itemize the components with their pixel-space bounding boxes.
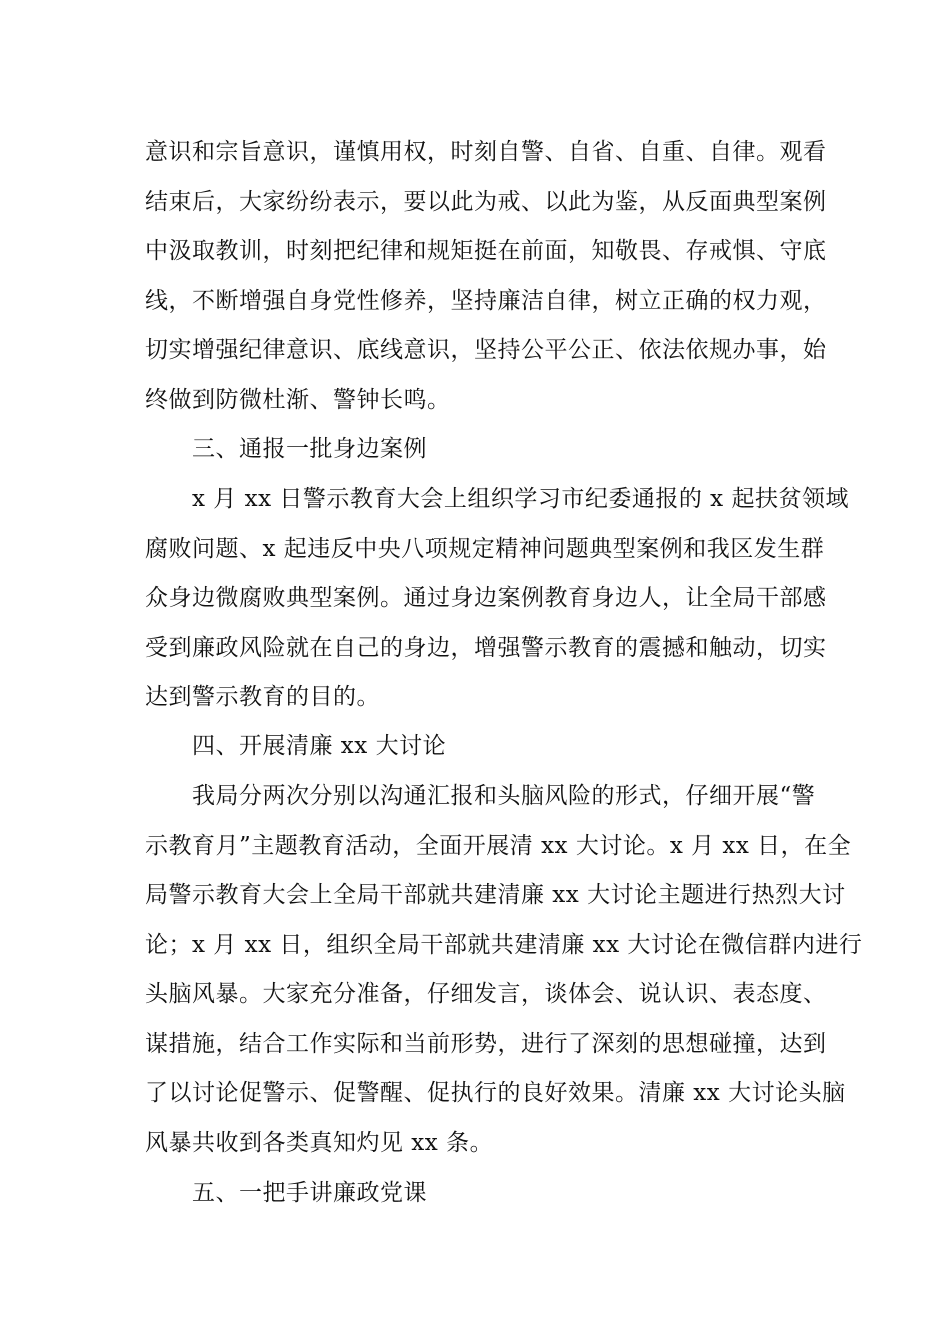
text-line: 局警示教育大会上全局干部就共建清廉 xx 大讨论主题进行热烈大讨 <box>145 882 846 908</box>
paragraph-discussion <box>145 772 863 1168</box>
text-line: 切实增强纪律意识、底线意识，坚持公平公正、依法依规办事，始 <box>145 337 827 363</box>
text-line: 达到警示教育的目的。 <box>145 684 380 710</box>
paragraph-cases <box>145 475 849 723</box>
text-line: 风暴共收到各类真知灼见 xx 条。 <box>145 1129 494 1156</box>
text-line: 意识和宗旨意识，谨慎用权，时刻自警、自省、自重、自律。观看 <box>145 139 827 165</box>
text-line: 线，不断增强自身党性修养，坚持廉洁自律，树立正确的权力观， <box>145 287 827 314</box>
text-line: 终做到防微杜渐、警钟长鸣。 <box>145 386 451 413</box>
section-heading-3 <box>145 425 810 475</box>
text-line: 我局分两次分别以沟通汇报和头脑风险的形式，仔细开展“警 <box>192 783 816 809</box>
section-heading-5 <box>145 1169 810 1219</box>
text-line: 腐败问题、x 起违反中央八项规定精神问题典型案例和我区发生群 <box>145 535 825 562</box>
text-line: 了以讨论促警示、促警醒、促执行的良好效果。清廉 xx 大讨论头脑 <box>145 1080 846 1106</box>
text-line: x 月 xx 日警示教育大会上组织学习市纪委通报的 x 起扶贫领域 <box>192 486 849 512</box>
paragraph-continuation <box>145 128 827 425</box>
text-line: 众身边微腐败典型案例。通过身边案例教育身边人，让全局干部感 <box>145 585 827 611</box>
text-line: 谋措施，结合工作实际和当前形势，进行了深刻的思想碰撞，达到 <box>145 1030 827 1057</box>
heading-text: 四、开展清廉 xx 大讨论 <box>192 733 447 759</box>
text-line: 头脑风暴。大家充分准备，仔细发言，谈体会、说认识、表态度、 <box>145 981 827 1007</box>
text-line: 中汲取教训，时刻把纪律和规矩挺在前面，知敬畏、存戒惧、守底 <box>145 238 827 264</box>
section-heading-4 <box>145 722 810 772</box>
text-line: 示教育月”主题教育活动，全面开展清 xx 大讨论。x 月 xx 日，在全 <box>145 832 852 859</box>
heading-text: 三、通报一批身边案例 <box>192 436 427 462</box>
text-line: 论；x 月 xx 日，组织全局干部就共建清廉 xx 大讨论在微信群内进行 <box>145 931 863 958</box>
heading-text: 五、一把手讲廉政党课 <box>192 1180 427 1206</box>
text-line: 结束后，大家纷纷表示，要以此为戒、以此为鉴，从反面典型案例 <box>145 188 827 215</box>
text-line: 受到廉政风险就在自己的身边，增强警示教育的震撼和触动，切实 <box>145 634 827 661</box>
